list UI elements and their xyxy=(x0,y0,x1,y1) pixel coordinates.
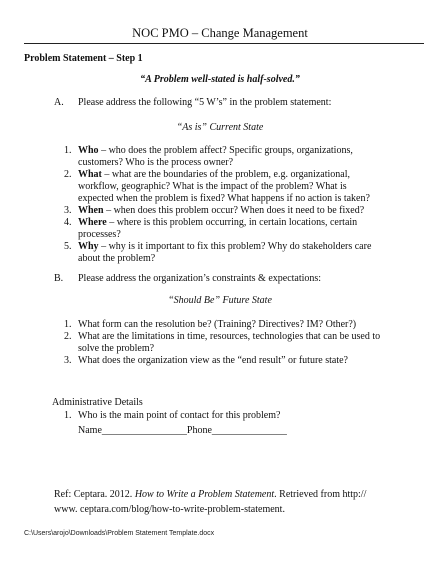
constraints-list xyxy=(64,319,404,367)
item-number: 3. xyxy=(64,205,72,216)
reference-suffix: . Retrieved from http:// xyxy=(274,489,367,500)
item-text: – when does this problem occur? When does it need to be fixed? xyxy=(106,205,365,216)
item-text: about the problem? xyxy=(78,253,156,264)
item-text: expected when the problem is fixed? What happens if no action is taken? xyxy=(78,193,370,204)
item-number: 1. xyxy=(64,319,72,330)
item-text: customers? Who is the process owner? xyxy=(78,157,234,168)
name-phone-line: Name_________________Phone_______________ xyxy=(78,425,287,436)
list-item xyxy=(64,205,404,217)
list-item xyxy=(64,241,404,265)
item-text: What are the limitations in time, resources, technologies that can be used to xyxy=(78,331,381,342)
reference-line-2: www. ceptara.com/blog/how-to-write-problem-statement. xyxy=(54,504,285,515)
item-number: 5. xyxy=(64,241,72,252)
item-term: Who xyxy=(78,145,99,156)
item-text: workflow, geographic? What is the impact of the problem? What is xyxy=(78,181,347,192)
list-item xyxy=(64,331,404,355)
list-item xyxy=(64,169,404,205)
admin-heading: Administrative Details xyxy=(52,397,143,408)
item-number: 3. xyxy=(64,355,72,366)
item-text: – who does the problem affect? Specific groups, organizations, xyxy=(101,145,353,156)
item-text: processes? xyxy=(78,229,121,240)
item-text: What form can the resolution be? (Training? Directives? IM? Other?) xyxy=(78,319,357,330)
item-text: What does the organization view as the “end result” or future state? xyxy=(78,355,348,366)
section-b-text: Please address the organization’s constraints & expectations: xyxy=(78,273,322,284)
reference-title: How to Write a Problem Statement xyxy=(134,489,275,500)
document-title: NOC PMO – Change Management xyxy=(132,26,308,40)
current-state-label: “As is” Current State xyxy=(176,122,264,133)
reference-prefix: Ref: Ceptara. 2012. xyxy=(54,489,135,500)
item-number: 1. xyxy=(64,410,72,421)
section-b-letter: B. xyxy=(54,273,64,284)
admin-list xyxy=(64,410,404,422)
section-a-letter: A. xyxy=(54,97,64,108)
reference-line-1 xyxy=(54,489,366,500)
list-item xyxy=(64,355,404,367)
item-term: Where xyxy=(78,217,107,228)
header-divider xyxy=(24,43,424,44)
section-a-text: Please address the following “5 W’s” in the problem statement: xyxy=(78,97,332,108)
list-item xyxy=(64,145,404,169)
list-item xyxy=(64,319,404,331)
item-term: When xyxy=(78,205,104,216)
file-path-footer: C:\Users\arojo\Downloads\Problem Statement Template.docx xyxy=(24,530,215,537)
future-state-label: “Should Be” Future State xyxy=(168,295,272,306)
item-text: – where is this problem occurring, in certain locations, certain xyxy=(109,217,358,228)
item-text: – why is it important to fix this problem? Why do stakeholders care xyxy=(101,241,372,252)
item-term: What xyxy=(78,169,102,180)
step-heading: Problem Statement – Step 1 xyxy=(24,53,143,64)
item-term: Why xyxy=(78,241,99,252)
list-item xyxy=(64,217,404,241)
item-text: Who is the main point of contact for this problem? xyxy=(78,410,281,421)
item-number: 2. xyxy=(64,331,72,342)
item-text: – what are the boundaries of the problem, e.g. organizational, xyxy=(104,169,350,180)
quote: “A Problem well-stated is half-solved.” xyxy=(140,74,300,85)
item-number: 1. xyxy=(64,145,72,156)
item-number: 4. xyxy=(64,217,72,228)
item-number: 2. xyxy=(64,169,72,180)
five-ws-list xyxy=(64,145,404,265)
list-item xyxy=(64,410,404,422)
item-text: solve the problem? xyxy=(78,343,155,354)
